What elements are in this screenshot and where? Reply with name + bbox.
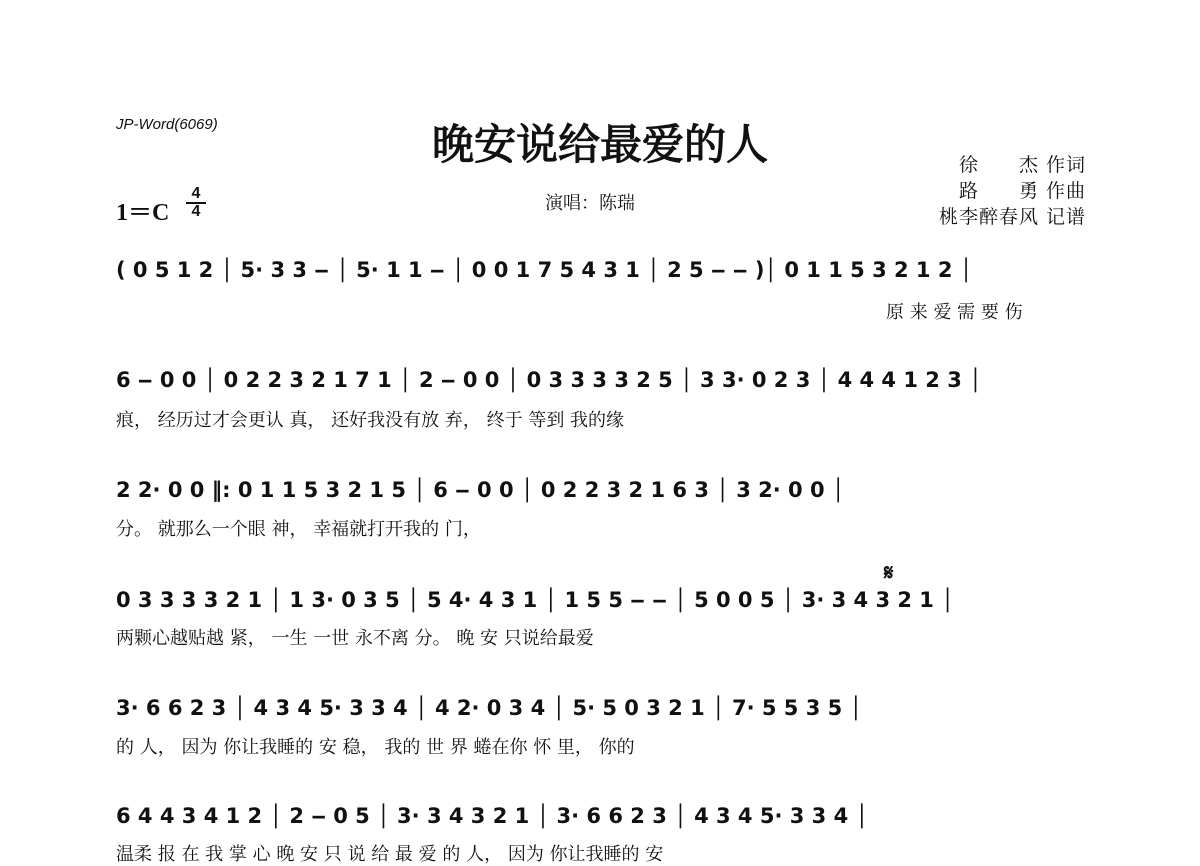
lyric-line-4: 两颗心越贴越 紧， 一生 一世 永不离 分。 晚 安 只说给最爱 (116, 628, 594, 649)
music-line-3: 2 2· 0 0 ‖: 0 1 1 5 3 2 1 5 │ 6 ‒ 0 0 │ 0 2 2 3 2 1 6 3 │ 3 2· 0 0 │ (116, 478, 845, 502)
lyric-line-3: 分。 就那么一个眼 神， 幸福就打开我的 门， (116, 519, 481, 540)
key-signature: 1＝C (116, 200, 170, 226)
lyric-line-1: 原 来 爱 需 要 伤 (886, 302, 1023, 323)
music-line-1: ( 0 5 1 2 │ 5· 3 3 ‒ │ 5· 1 1 ‒ │ 0 0 1 7 5 4 3 1 │ 2 5 ‒ ‒ )│ 0 1 1 5 3 2 1 2 │ (116, 258, 973, 282)
composer-credit: 路 勇 作曲 (958, 180, 1086, 202)
music-line-6: 6 4 4 3 4 1 2 │ 2 ‒ 0 5 │ 3· 3 4 3 2 1 │ 3· 6 6 2 3 │ 4 3 4 5· 3 3 4 │ (116, 804, 869, 828)
lyric-line-5: 的 人， 因为 你让我睡的 安 稳， 我的 世 界 蜷在你 怀 里， 你的 (116, 737, 635, 758)
segno-icon: 𝄋 (884, 561, 894, 586)
time-signature-top: 4 (186, 186, 206, 204)
lyric-line-2: 痕， 经历过才会更认 真， 还好我没有放 弃， 终于 等到 我的缘 (116, 410, 625, 431)
music-line-4: 0 3 3 3 3 2 1 │ 1 3· 0 3 5 │ 5 4· 4 3 1 │ 1 5 5 ‒ ‒ │ 5 0 0 5 │ 3· 3 4 3 2 1 │ (116, 588, 954, 612)
time-signature-bottom: 4 (191, 203, 201, 220)
lyricist-credit: 徐 杰 作词 (958, 154, 1086, 176)
transcriber-credit: 桃李醉春风 记谱 (938, 206, 1086, 228)
source-label: JP-Word(6069) (116, 116, 218, 133)
music-line-2: 6 ‒ 0 0 │ 0 2 2 3 2 1 7 1 │ 2 ‒ 0 0 │ 0 3 3 3 3 2 5 │ 3 3· 0 2 3 │ 4 4 4 1 2 3 │ (116, 368, 982, 392)
time-signature (186, 186, 206, 220)
song-title: 晚安说给最爱的人 (431, 120, 768, 169)
lyric-line-6: 温柔 报 在 我 掌 心 晚 安 只 说 给 最 爱 的 人， 因为 你让我睡的 安 (116, 844, 664, 865)
music-line-5: 3· 6 6 2 3 │ 4 3 4 5· 3 3 4 │ 4 2· 0 3 4 │ 5· 5 0 3 2 1 │ 7· 5 5 3 5 │ (116, 696, 863, 720)
singer-label: 演唱：陈瑞 (545, 193, 635, 214)
